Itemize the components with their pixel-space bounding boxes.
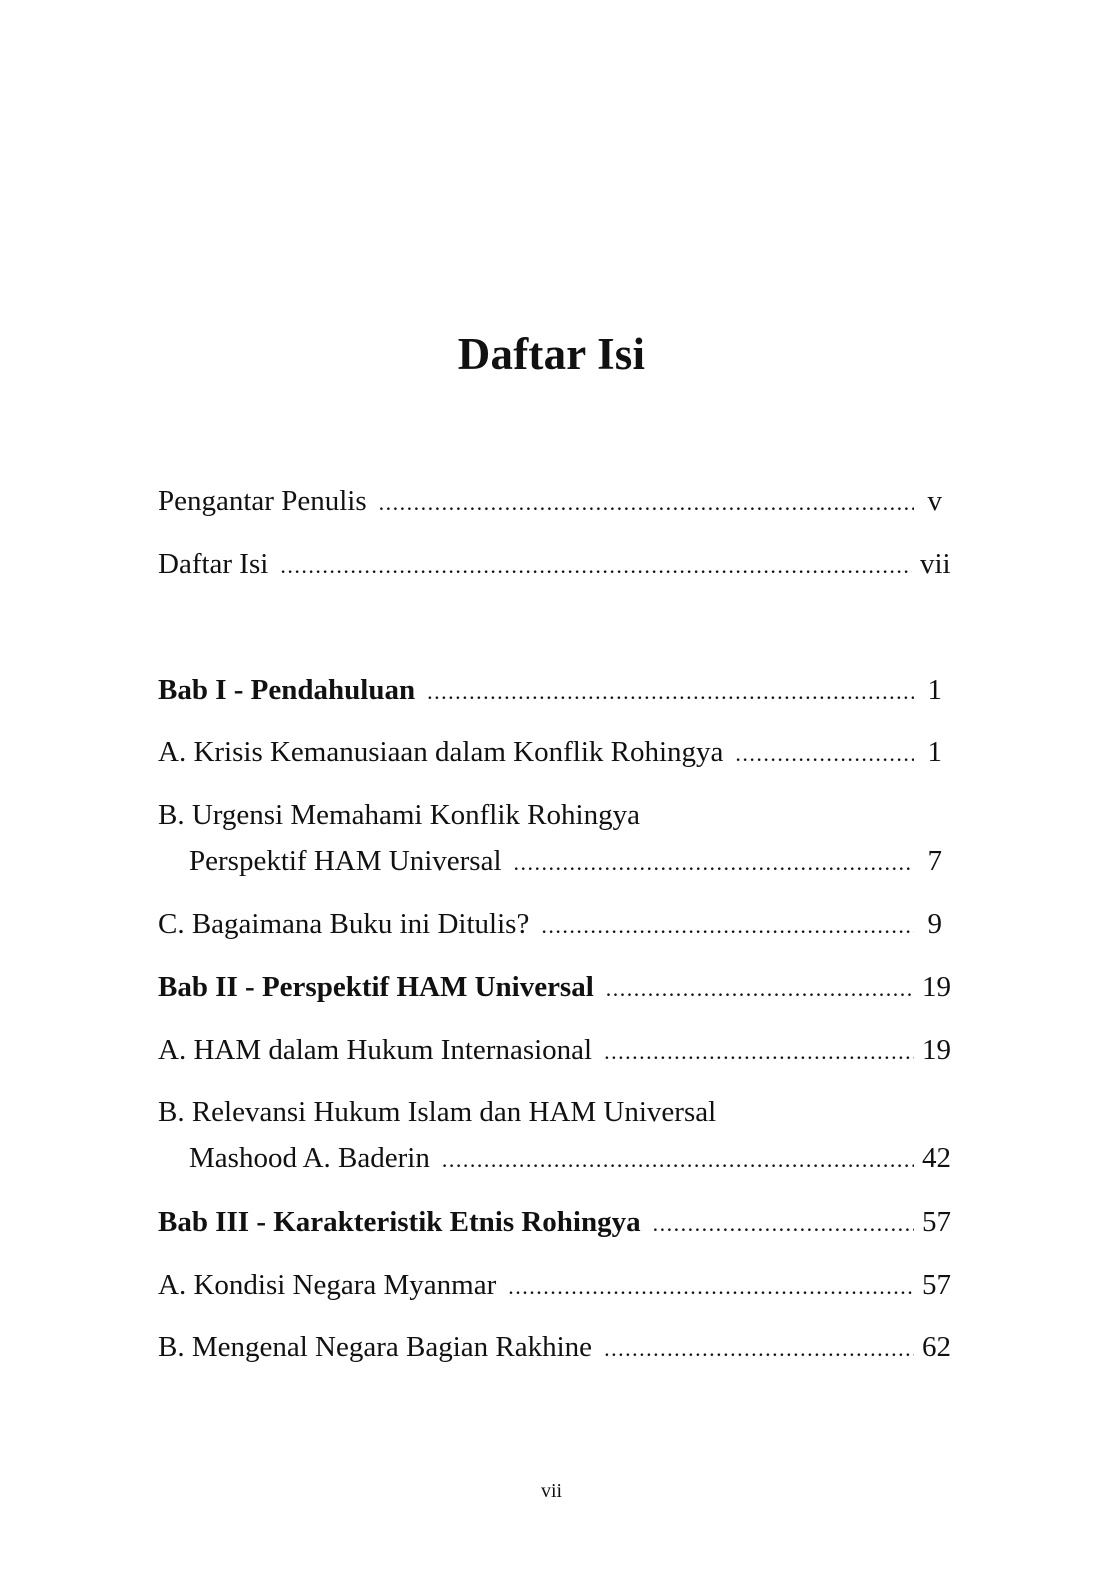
dot-leader <box>653 1201 914 1247</box>
toc-page-number: 9 <box>927 908 942 940</box>
toc-page-number: 42 <box>922 1142 951 1174</box>
dot-leader <box>514 840 914 886</box>
toc-chapter-label: Bab II - Perspektif HAM Universal <box>158 971 594 1003</box>
toc-chapter-label: Bab I - Pendahuluan <box>158 674 416 706</box>
toc-page-number: 1 <box>927 674 942 706</box>
toc-chapter-3[interactable] <box>158 1199 951 1245</box>
toc-entry-label: Pengantar Penulis <box>158 485 367 517</box>
toc-section-1b[interactable] <box>158 792 942 884</box>
dot-leader <box>604 1029 914 1075</box>
toc-page-number: vii <box>919 548 951 580</box>
dot-leader <box>735 731 914 777</box>
dot-leader <box>604 1326 914 1372</box>
toc-entry-label: B. Relevansi Hukum Islam dan HAM Universal <box>158 1096 717 1128</box>
toc-page-number: 19 <box>922 1034 951 1066</box>
dot-leader <box>508 1264 914 1310</box>
toc-section-2b[interactable] <box>158 1089 951 1181</box>
toc-chapter-1[interactable] <box>158 667 942 713</box>
toc-entry-label: C. Bagaimana Buku ini Ditulis? <box>158 908 530 940</box>
dot-leader <box>442 1137 914 1183</box>
toc-section-1c[interactable] <box>158 901 942 947</box>
toc-page-number: 57 <box>922 1269 951 1301</box>
dot-leader <box>280 543 912 589</box>
toc-entry-label: Daftar Isi <box>158 548 269 580</box>
toc-entry-pengantar[interactable] <box>158 478 942 524</box>
page-title: Daftar Isi <box>457 329 646 379</box>
toc-section-3b[interactable] <box>158 1324 951 1370</box>
toc-entry-label: A. HAM dalam Hukum Internasional <box>158 1034 593 1066</box>
toc-page-number: 62 <box>922 1331 951 1363</box>
toc-entry-daftar-isi[interactable] <box>158 541 951 587</box>
toc-chapter-2[interactable] <box>158 964 951 1010</box>
page-folio-number: vii <box>540 1480 563 1502</box>
toc-page-number: 57 <box>922 1206 951 1238</box>
toc-page-number: 1 <box>927 736 942 768</box>
toc-entry-label-continued: Perspektif HAM Universal <box>189 845 502 877</box>
toc-section-1a[interactable] <box>158 729 942 775</box>
dot-leader <box>427 669 914 715</box>
toc-entry-label: A. Kondisi Negara Myanmar <box>158 1269 497 1301</box>
toc-section-2a[interactable] <box>158 1027 951 1073</box>
toc-section-3a[interactable] <box>158 1262 951 1308</box>
toc-chapter-label: Bab III - Karakteristik Etnis Rohingya <box>158 1206 641 1238</box>
toc-page-number: 7 <box>927 845 942 877</box>
toc-page-number: v <box>927 485 942 517</box>
toc-entry-label-continued: Mashood A. Baderin <box>189 1142 430 1174</box>
dot-leader <box>606 966 914 1012</box>
dot-leader <box>379 480 914 526</box>
toc-entry-label: B. Urgensi Memahami Konflik Rohingya <box>158 799 640 831</box>
toc-page-number: 19 <box>922 971 951 1003</box>
dot-leader <box>541 903 914 949</box>
toc-entry-label: B. Mengenal Negara Bagian Rakhine <box>158 1331 593 1363</box>
toc-entry-label: A. Krisis Kemanusiaan dalam Konflik Rohingya <box>158 736 724 768</box>
